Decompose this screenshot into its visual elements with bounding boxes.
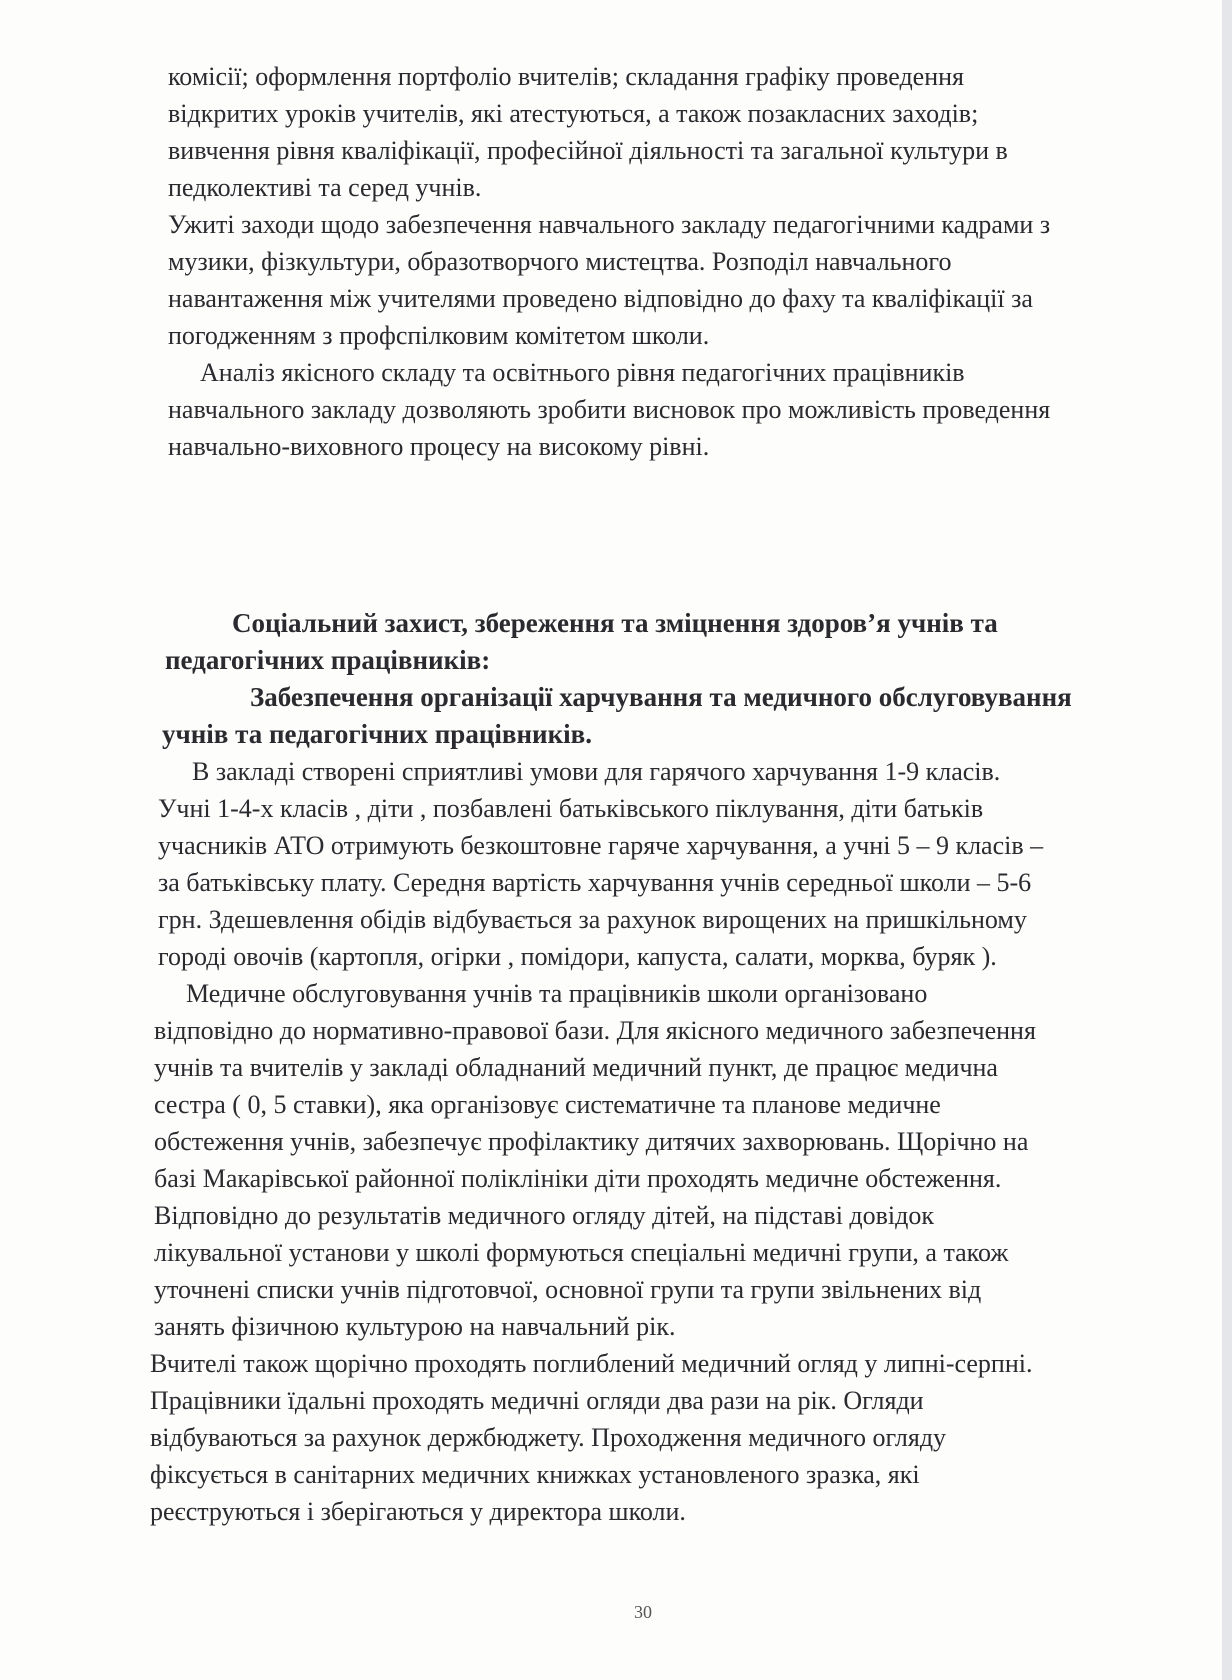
text-line: навантаження між учителями проведено відповідно до фаху та кваліфікації за [168, 284, 1033, 313]
text-line: відбуваються за рахунок держбюджету. Проходження медичного огляду [150, 1423, 947, 1452]
text-line: Відповідно до результатів медичного огляду дітей, на підставі довідок [154, 1201, 935, 1230]
page-number: 30 [634, 1602, 652, 1622]
text-line: Вчителі також щорічно проходять поглиблений медичний огляд у липні-серпні. [150, 1349, 1033, 1378]
text-line: навчально-виховного процесу на високому рівні. [168, 432, 710, 461]
text-line: комісії; оформлення портфоліо вчителів; складання графіку проведення [168, 62, 964, 91]
text-line: уточнені списки учнів підготовчої, основної групи та групи звільнених від [154, 1275, 982, 1304]
text-line: Працівники їдальні проходять медичні огляди два рази на рік. Огляди [150, 1386, 924, 1415]
text-line: вивчення рівня кваліфікації, професійної діяльності та загальної культури в [168, 136, 1008, 165]
text-line: городі овочів (картопля, огірки , помідори, капуста, салати, морква, буряк ). [158, 942, 997, 971]
text-line: фіксується в санітарних медичних книжках установленого зразка, які [150, 1460, 920, 1489]
paragraph-medical [0, 975, 1232, 1345]
text-line: обстеження учнів, забезпечує профілактику дитячих захворювань. Щорічно на [154, 1127, 1029, 1156]
paragraph-attestation [0, 58, 1232, 206]
text-line: грн. Здешевлення обідів відбувається за рахунок вирощених на пришкільному [158, 905, 1027, 934]
paragraph-nutrition [0, 753, 1232, 975]
text-line: Учні 1-4-х класів , діти , позбавлені батьківського піклування, діти батьків [158, 794, 984, 823]
text-line: відповідно до нормативно-правової бази. Для якісного медичного забезпечення [154, 1016, 1036, 1045]
text-line: педколективі та серед учнів. [168, 173, 482, 202]
heading-line: Забезпечення організації харчування та медичного обслуговування [250, 682, 1072, 712]
text-line: учасників АТО отримують безкоштовне гаряче харчування, а учні 5 – 9 класів – [158, 831, 1044, 860]
text-line: лікувальної установи у школі формуються спеціальні медичні групи, а також [154, 1238, 1009, 1267]
text-line: Медичне обслуговування учнів та працівників школи організовано [186, 979, 928, 1008]
paragraph-analysis [0, 354, 1232, 465]
text-line: В закладі створені сприятливі умови для гарячого харчування 1-9 класів. [192, 757, 1001, 786]
text-line: реєструються і зберігаються у директора школи. [150, 1497, 686, 1526]
text-line: Ужиті заходи щодо забезпечення навчального закладу педагогічними кадрами з [168, 210, 1051, 239]
text-line: погодженням з профспілковим комітетом школи. [168, 321, 710, 350]
text-line: занять фізичною культурою на навчальний рік. [154, 1312, 676, 1341]
text-line: Аналіз якісного складу та освітнього рівня педагогічних працівників [200, 358, 965, 387]
paragraph-staffing [0, 206, 1232, 354]
heading-line: учнів та педагогічних працівників. [162, 719, 592, 749]
text-line: за батьківську плату. Середня вартість харчування учнів середньої школи – 5-6 [158, 868, 1032, 897]
paragraph-teachers-medical [0, 1345, 1232, 1530]
section-heading [0, 605, 1232, 679]
heading-line: педагогічних працівників: [165, 645, 491, 675]
text-line: базі Макарівської районної поліклініки діти проходять медичне обстеження. [154, 1164, 1002, 1193]
text-line: учнів та вчителів у закладі обладнаний медичний пункт, де працює медична [154, 1053, 998, 1082]
text-line: музики, фізкультури, образотворчого мистецтва. Розподіл навчального [168, 247, 952, 276]
heading-line: Соціальний захист, збереження та зміцнення здоров’я учнів та [232, 608, 998, 638]
subsection-heading [0, 679, 1232, 753]
text-line: навчального закладу дозволяють зробити висновок про можливість проведення [168, 395, 1051, 424]
text-line: відкритих уроків учителів, які атестуються, а також позакласних заходів; [168, 99, 979, 128]
text-line: сестра ( 0, 5 ставки), яка організовує систематичне та планове медичне [154, 1090, 941, 1119]
